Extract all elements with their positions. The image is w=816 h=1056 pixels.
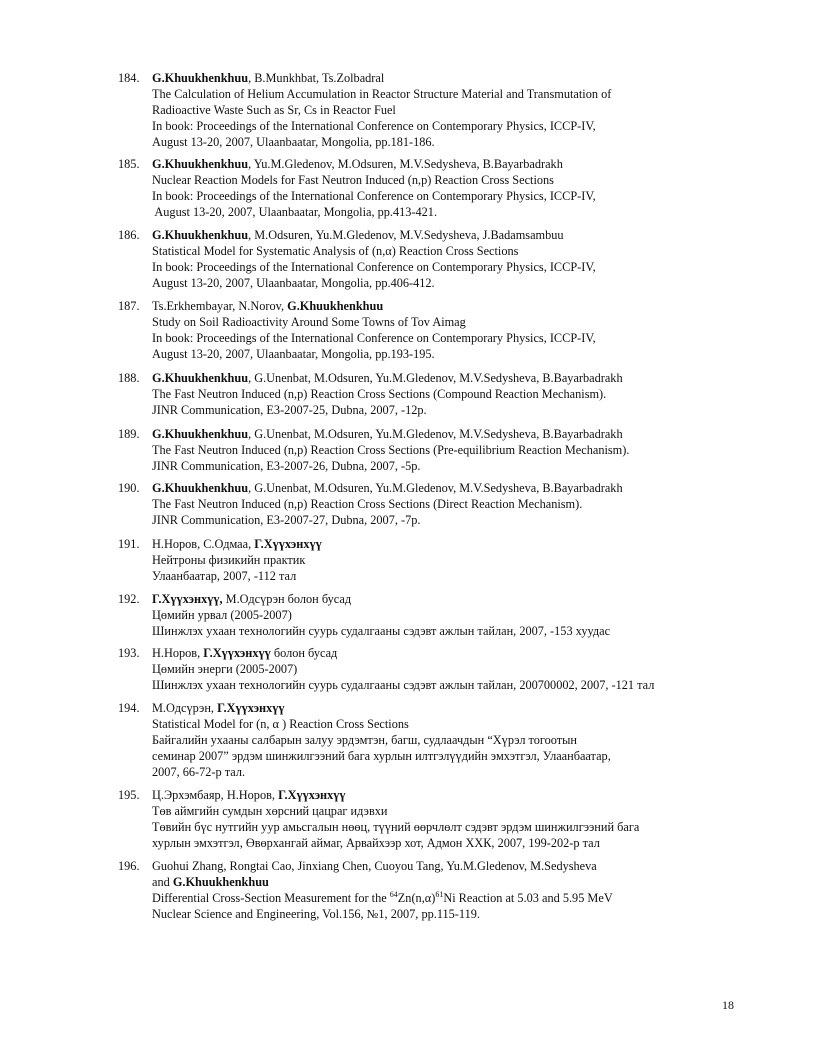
author-highlight: G.Khuukhenkhuu bbox=[152, 157, 249, 171]
author-highlight: Г.Хүүхэнхүү bbox=[217, 701, 285, 715]
entry-line: The Fast Neutron Induced (n,p) Reaction Cross Sections (Direct Reaction Mechanism). bbox=[152, 497, 583, 511]
author-pre: Н.Норов, С.Одмаа, bbox=[152, 537, 255, 551]
reference-entry-190 bbox=[118, 480, 758, 528]
entry-authors bbox=[152, 645, 758, 661]
author-highlight: G.Khuukhenkhuu bbox=[152, 71, 249, 85]
reference-entry-185 bbox=[118, 156, 758, 220]
author-rest: , Yu.M.Gledenov, M.Odsuren, M.V.Sedysheva, B.Bayarbadrakh bbox=[248, 157, 563, 171]
reference-entry-192 bbox=[118, 591, 758, 639]
entry-line: Төвийн бүс нутгийн уур амьсгалын нөөц, түүний өөрчлөлт сэдэвт эрдэм шинжилгээний бага bbox=[152, 820, 640, 834]
entry-authors bbox=[152, 591, 758, 607]
author-highlight: G.Khuukhenkhuu bbox=[152, 481, 249, 495]
reference-entry-191 bbox=[118, 536, 758, 584]
entry-line: Шинжлэх ухаан технологийн суурь судалгааны сэдэвт ажлын тайлан, 200700002, 2007, -121 тал bbox=[152, 678, 655, 692]
author-highlight: G.Khuukhenkhuu bbox=[172, 875, 269, 889]
entry-line: Улаанбаатар, 2007, -112 тал bbox=[152, 569, 297, 583]
author-pre: and bbox=[152, 875, 173, 889]
author-pre: Ts.Erkhembayar, N.Norov, bbox=[152, 299, 288, 313]
author-pre: Н.Норов, bbox=[152, 646, 204, 660]
entry-line: хурлын эмхэтгэл, Өвөрхангай аймаг, Арвайхээр хот, Адмон ХХК, 2007, 199-202-р тал bbox=[152, 836, 600, 850]
title-text: Differential Cross-Section Measurement for the bbox=[152, 891, 390, 905]
entry-line: In book: Proceedings of the International Conference on Contemporary Physics, ICCP-IV, bbox=[152, 119, 596, 133]
author-highlight: G.Khuukhenkhuu bbox=[152, 228, 249, 242]
entry-number: 192. bbox=[118, 592, 140, 606]
entry-authors bbox=[152, 298, 758, 314]
reference-entry-187 bbox=[118, 298, 758, 362]
reference-entry-195 bbox=[118, 787, 758, 851]
entry-line: August 13-20, 2007, Ulaanbaatar, Mongolia, pp.181-186. bbox=[152, 135, 435, 149]
entry-line: Statistical Model for Systematic Analysis of (n,α) Reaction Cross Sections bbox=[152, 244, 519, 258]
entry-title bbox=[152, 890, 758, 906]
reference-entry-196 bbox=[118, 858, 758, 922]
author-highlight: Г.Хүүхэнхүү bbox=[254, 537, 322, 551]
author-highlight: Г.Хүүхэнхүү bbox=[203, 646, 271, 660]
entry-authors-continued bbox=[152, 874, 758, 890]
title-text: Ni Reaction at 5.03 and 5.95 MeV bbox=[443, 891, 613, 905]
entry-line: The Fast Neutron Induced (n,p) Reaction Cross Sections (Pre-equilibrium Reaction Mechanism). bbox=[152, 443, 630, 457]
entry-number: 195. bbox=[118, 788, 140, 802]
entry-line: In book: Proceedings of the International Conference on Contemporary Physics, ICCP-IV, bbox=[152, 331, 596, 345]
entry-line: August 13-20, 2007, Ulaanbaatar, Mongolia, pp.406-412. bbox=[152, 276, 435, 290]
entry-number: 185. bbox=[118, 157, 140, 171]
entry-authors bbox=[152, 426, 758, 442]
entry-line: In book: Proceedings of the International Conference on Contemporary Physics, ICCP-IV, bbox=[152, 260, 596, 274]
entry-number: 190. bbox=[118, 481, 140, 495]
author-pre: Guohui Zhang, Rongtai Cao, Jinxiang Chen, Cuoyou Tang, Yu.M.Gledenov, M.Sedysheva bbox=[152, 859, 597, 873]
entry-line: The Calculation of Helium Accumulation in Reactor Structure Material and Transmutation of bbox=[152, 87, 612, 101]
author-highlight: G.Khuukhenkhuu bbox=[287, 299, 384, 313]
entry-authors bbox=[152, 227, 758, 243]
entry-number: 196. bbox=[118, 859, 140, 873]
page-number: 18 bbox=[722, 998, 734, 1012]
entry-line: 2007, 66-72-р тал. bbox=[152, 765, 246, 779]
entry-line: The Fast Neutron Induced (n,p) Reaction Cross Sections (Compound Reaction Mechanism). bbox=[152, 387, 607, 401]
author-rest: , G.Unenbat, M.Odsuren, Yu.M.Gledenov, M.V.Sedysheva, B.Bayarbadrakh bbox=[248, 427, 623, 441]
entry-line: Шинжлэх ухаан технологийн суурь судалгааны сэдэвт ажлын тайлан, 2007, -153 хуудас bbox=[152, 624, 611, 638]
entry-number: 188. bbox=[118, 371, 140, 385]
entry-line: Цөмийн энерги (2005-2007) bbox=[152, 662, 298, 676]
entry-line: Statistical Model for (n, α ) Reaction Cross Sections bbox=[152, 717, 409, 731]
author-rest: болон бусад bbox=[270, 646, 338, 660]
author-rest: , M.Odsuren, Yu.M.Gledenov, M.V.Sedysheva, J.Badamsambuu bbox=[248, 228, 564, 242]
reference-entry-194 bbox=[118, 700, 758, 780]
reference-entry-186 bbox=[118, 227, 758, 291]
entry-line: JINR Communication, E3-2007-26, Dubna, 2007, -5p. bbox=[152, 459, 421, 473]
entry-line: Nuclear Reaction Models for Fast Neutron Induced (n,p) Reaction Cross Sections bbox=[152, 173, 554, 187]
entry-line: Nuclear Science and Engineering, Vol.156, №1, 2007, pp.115-119. bbox=[152, 907, 480, 921]
reference-entry-189 bbox=[118, 426, 758, 474]
entry-authors bbox=[152, 370, 758, 386]
entry-line: Цөмийн урвал (2005-2007) bbox=[152, 608, 292, 622]
entry-line: Төв аймгийн сумдын хөрсний цацраг идэвхи bbox=[152, 804, 388, 818]
title-text: Zn(n,α) bbox=[397, 891, 436, 905]
entry-authors bbox=[152, 156, 758, 172]
author-rest: , G.Unenbat, M.Odsuren, Yu.M.Gledenov, M.V.Sedysheva, B.Bayarbadrakh bbox=[248, 371, 623, 385]
author-pre: М.Одсүрэн, bbox=[152, 701, 218, 715]
isotope-mass-number: 64 bbox=[389, 889, 398, 899]
reference-entry-188 bbox=[118, 370, 758, 418]
entry-line: семинар 2007” эрдэм шинжилгээний бага хурлын илтгэлүүдийн эмхэтгэл, Улаанбаатар, bbox=[152, 749, 611, 763]
entry-line: August 13-20, 2007, Ulaanbaatar, Mongolia, pp.413-421. bbox=[152, 205, 438, 219]
author-rest: , B.Munkhbat, Ts.Zolbadral bbox=[248, 71, 385, 85]
author-rest: , G.Unenbat, M.Odsuren, Yu.M.Gledenov, M.V.Sedysheva, B.Bayarbadrakh bbox=[248, 481, 623, 495]
entry-authors bbox=[152, 858, 758, 874]
entry-line: Radioactive Waste Such as Sr, Cs in Reactor Fuel bbox=[152, 103, 396, 117]
author-highlight: G.Khuukhenkhuu bbox=[152, 427, 249, 441]
entry-authors bbox=[152, 536, 758, 552]
reference-entry-193 bbox=[118, 645, 758, 693]
entry-line: In book: Proceedings of the International Conference on Contemporary Physics, ICCP-IV, bbox=[152, 189, 596, 203]
entry-number: 194. bbox=[118, 701, 140, 715]
entry-line: JINR Communication, E3-2007-25, Dubna, 2007, -12p. bbox=[152, 403, 427, 417]
entry-authors bbox=[152, 700, 758, 716]
entry-line: Study on Soil Radioactivity Around Some Towns of Tov Aimag bbox=[152, 315, 466, 329]
entry-number: 186. bbox=[118, 228, 140, 242]
entry-number: 184. bbox=[118, 71, 140, 85]
entry-line: JINR Communication, E3-2007-27, Dubna, 2007, -7p. bbox=[152, 513, 421, 527]
author-highlight: Г.Хүүхэнхүү, bbox=[152, 592, 223, 606]
reference-entry-184 bbox=[118, 70, 758, 150]
entry-number: 187. bbox=[118, 299, 140, 313]
entry-number: 193. bbox=[118, 646, 140, 660]
entry-authors bbox=[152, 787, 758, 803]
author-rest: М.Одсүрэн болон бусад bbox=[222, 592, 352, 606]
entry-line: Байгалийн ухааны салбарын залуу эрдэмтэн, багш, судлаачдын “Хүрэл тогоотын bbox=[152, 733, 577, 747]
author-pre: Ц.Эрхэмбаяр, Н.Норов, bbox=[152, 788, 279, 802]
entry-line: Нейтроны физикийн практик bbox=[152, 553, 306, 567]
author-highlight: G.Khuukhenkhuu bbox=[152, 371, 249, 385]
entry-authors bbox=[152, 480, 758, 496]
entry-number: 191. bbox=[118, 537, 140, 551]
entry-number: 189. bbox=[118, 427, 140, 441]
entry-authors bbox=[152, 70, 758, 86]
author-highlight: Г.Хүүхэнхүү bbox=[278, 788, 346, 802]
entry-line: August 13-20, 2007, Ulaanbaatar, Mongolia, pp.193-195. bbox=[152, 347, 435, 361]
isotope-mass-number: 61 bbox=[435, 889, 444, 899]
